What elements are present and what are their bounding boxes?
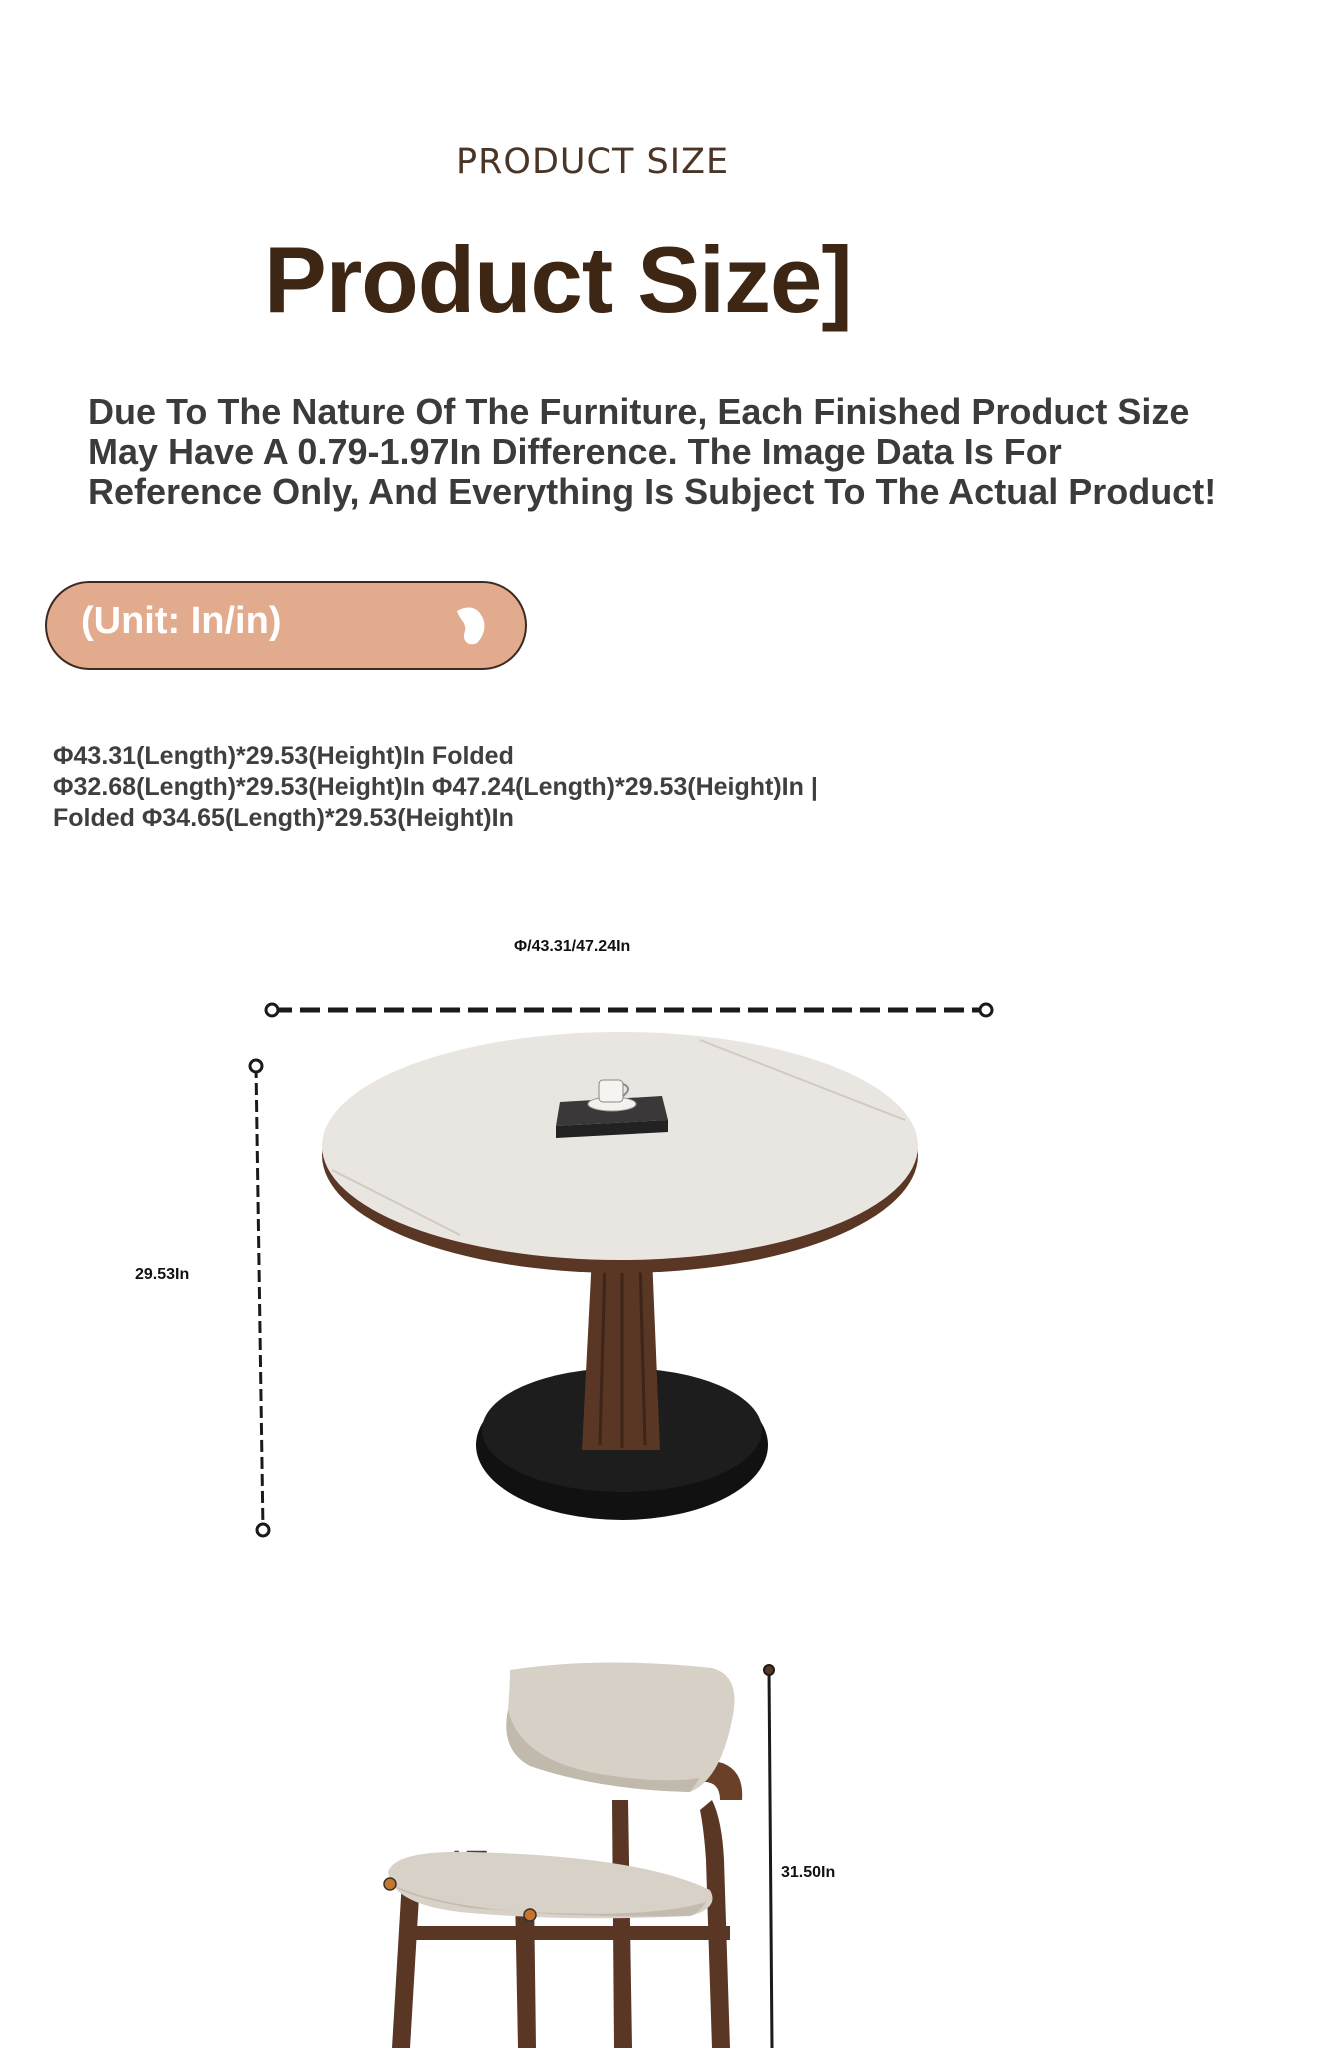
spec-line: Folded Φ34.65(Length)*29.53(Height)In bbox=[53, 804, 514, 832]
spec-line: Φ32.68(Length)*29.53(Height)In Φ47.24(Length)*29.53(Height)In | bbox=[53, 773, 818, 801]
chair-height-label: 31.50In bbox=[781, 1864, 836, 1881]
diameter-dimension-line bbox=[266, 1004, 992, 1016]
disclaimer-line: Reference Only, And Everything Is Subject To The Actual Product! bbox=[88, 471, 1217, 512]
chair-illustration bbox=[0, 1650, 1322, 2048]
spec-line: Φ43.31(Length)*29.53(Height)In Folded bbox=[53, 742, 514, 770]
unit-badge bbox=[45, 581, 527, 670]
page-title: Product Size] bbox=[264, 227, 852, 332]
chair-height-dimension-line bbox=[764, 1665, 774, 2048]
height-dimension-line bbox=[250, 1060, 269, 1536]
unit-label: (Unit: In/in) bbox=[81, 600, 282, 642]
size-specifications bbox=[53, 741, 953, 834]
table-height-label: 29.53In bbox=[135, 1266, 190, 1283]
small-section-title: PRODUCT SIZE bbox=[456, 142, 730, 182]
hand-icon bbox=[447, 601, 507, 653]
disclaimer-line: May Have A 0.79-1.97In Difference. The Image Data Is For bbox=[88, 431, 1062, 472]
size-disclaimer bbox=[88, 392, 1288, 512]
table-illustration bbox=[0, 980, 1322, 1540]
disclaimer-line: Due To The Nature Of The Furniture, Each Finished Product Size bbox=[88, 391, 1190, 432]
table-diameter-label: Φ/43.31/47.24In bbox=[514, 938, 631, 955]
